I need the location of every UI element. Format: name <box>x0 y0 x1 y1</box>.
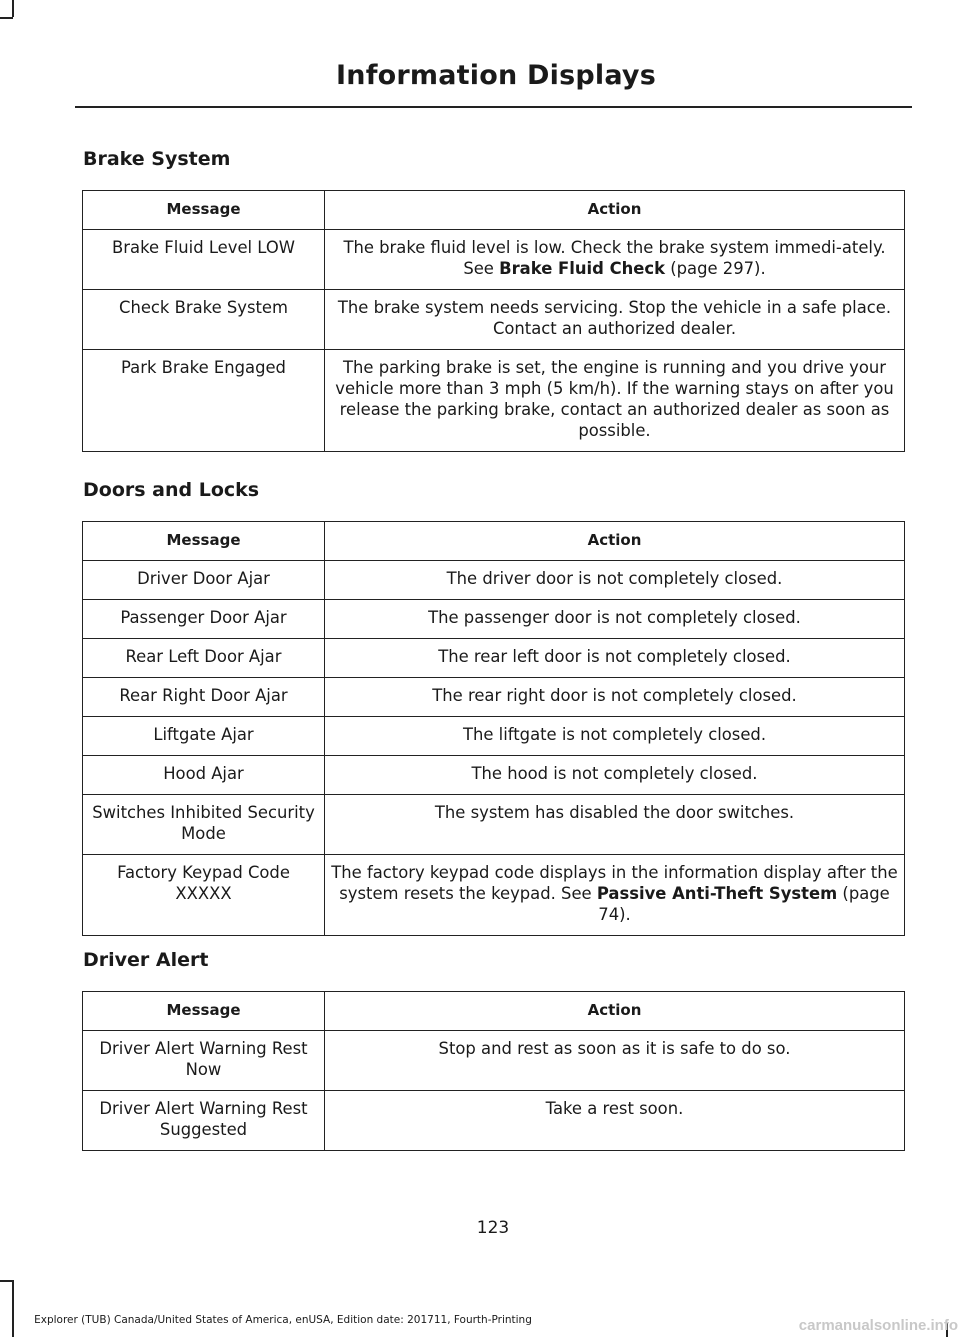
action-text: The hood is not completely closed. <box>471 764 758 783</box>
message-cell: Hood Ajar <box>83 756 325 795</box>
footer-edition-info: Explorer (TUB) Canada/United States of America, enUSA, Edition date: 201711, Fourth-Printing <box>34 1314 532 1326</box>
table-header-row <box>83 992 905 1031</box>
table-row <box>83 230 905 290</box>
action-cell <box>325 600 905 639</box>
action-text: The parking brake is set, the engine is running and you drive your vehicle more than 3 mph (5 km/h). If the warning stays on after you release the parking brake, contact an authorized dealer as soon as possible. <box>335 358 894 440</box>
message-column-header: Message <box>83 522 325 561</box>
table-row <box>83 639 905 678</box>
action-cell <box>325 795 905 855</box>
table-row <box>83 795 905 855</box>
action-text: The rear left door is not completely closed. <box>438 647 791 666</box>
message-cell: Rear Left Door Ajar <box>83 639 325 678</box>
table-row <box>83 678 905 717</box>
message-cell: Factory Keypad Code XXXXX <box>83 855 325 936</box>
section-heading-driver-alert: Driver Alert <box>83 949 209 971</box>
action-text: The system has disabled the door switches. <box>434 803 795 822</box>
crop-mark <box>12 1280 14 1337</box>
action-cell <box>325 717 905 756</box>
driver-alert-table <box>82 991 905 1151</box>
crop-mark <box>0 17 13 19</box>
message-cell: Driver Door Ajar <box>83 561 325 600</box>
table-row <box>83 855 905 936</box>
message-cell: Passenger Door Ajar <box>83 600 325 639</box>
table-row <box>83 717 905 756</box>
doors-and-locks-table <box>82 521 905 936</box>
action-cell <box>325 350 905 452</box>
page-reference: (page 74). <box>598 884 890 924</box>
section-heading-brake-system: Brake System <box>83 148 231 170</box>
action-text: The brake fluid level is low. Check the brake system immedi-ately. See <box>343 238 886 278</box>
action-text: The factory keypad code displays in the information display after the system resets the keypad. See <box>331 863 898 903</box>
action-text: Take a rest soon. <box>545 1099 684 1118</box>
message-cell: Check Brake System <box>83 290 325 350</box>
message-cell: Driver Alert Warning Rest Suggested <box>83 1091 325 1151</box>
action-text: The liftgate is not completely closed. <box>462 725 767 744</box>
action-text: The driver door is not completely closed. <box>446 569 783 588</box>
table-header-row <box>83 191 905 230</box>
page-title: Information Displays <box>336 60 656 91</box>
table-row <box>83 756 905 795</box>
table-row <box>83 350 905 452</box>
action-text: The passenger door is not completely closed. <box>428 608 801 627</box>
message-cell: Brake Fluid Level LOW <box>83 230 325 290</box>
action-column-header: Action <box>325 191 905 230</box>
action-cell <box>325 561 905 600</box>
action-column-header: Action <box>325 522 905 561</box>
message-column-header: Message <box>83 191 325 230</box>
crop-mark <box>0 1280 13 1282</box>
table-row <box>83 561 905 600</box>
message-cell: Switches Inhibited Security Mode <box>83 795 325 855</box>
table-row <box>83 600 905 639</box>
table-row <box>83 1091 905 1151</box>
message-cell: Park Brake Engaged <box>83 350 325 452</box>
action-cell <box>325 639 905 678</box>
action-cell <box>325 678 905 717</box>
cross-reference-link[interactable]: Passive Anti-Theft System <box>596 884 838 903</box>
section-heading-doors-and-locks: Doors and Locks <box>83 479 260 501</box>
message-cell: Liftgate Ajar <box>83 717 325 756</box>
action-column-header: Action <box>325 992 905 1031</box>
action-cell <box>325 1031 905 1091</box>
action-text: The rear right door is not completely closed. <box>432 686 797 705</box>
action-cell <box>325 855 905 936</box>
crop-mark <box>12 0 14 17</box>
message-cell: Driver Alert Warning Rest Now <box>83 1031 325 1091</box>
action-cell <box>325 230 905 290</box>
action-text: The brake system needs servicing. Stop the vehicle in a safe place. Contact an authorized dealer. <box>337 298 892 338</box>
message-column-header: Message <box>83 992 325 1031</box>
action-text: Stop and rest as soon as it is safe to do so. <box>438 1039 791 1058</box>
watermark: carmanualsonline.info <box>798 1317 958 1334</box>
header-divider <box>75 106 912 108</box>
brake-system-table <box>82 190 905 452</box>
page-reference: (page 297). <box>665 259 766 278</box>
action-cell <box>325 756 905 795</box>
cross-reference-link[interactable]: Brake Fluid Check <box>499 259 666 278</box>
page-number: 123 <box>476 1218 510 1238</box>
table-row <box>83 1031 905 1091</box>
action-cell <box>325 1091 905 1151</box>
table-row <box>83 290 905 350</box>
action-cell <box>325 290 905 350</box>
message-cell: Rear Right Door Ajar <box>83 678 325 717</box>
table-header-row <box>83 522 905 561</box>
